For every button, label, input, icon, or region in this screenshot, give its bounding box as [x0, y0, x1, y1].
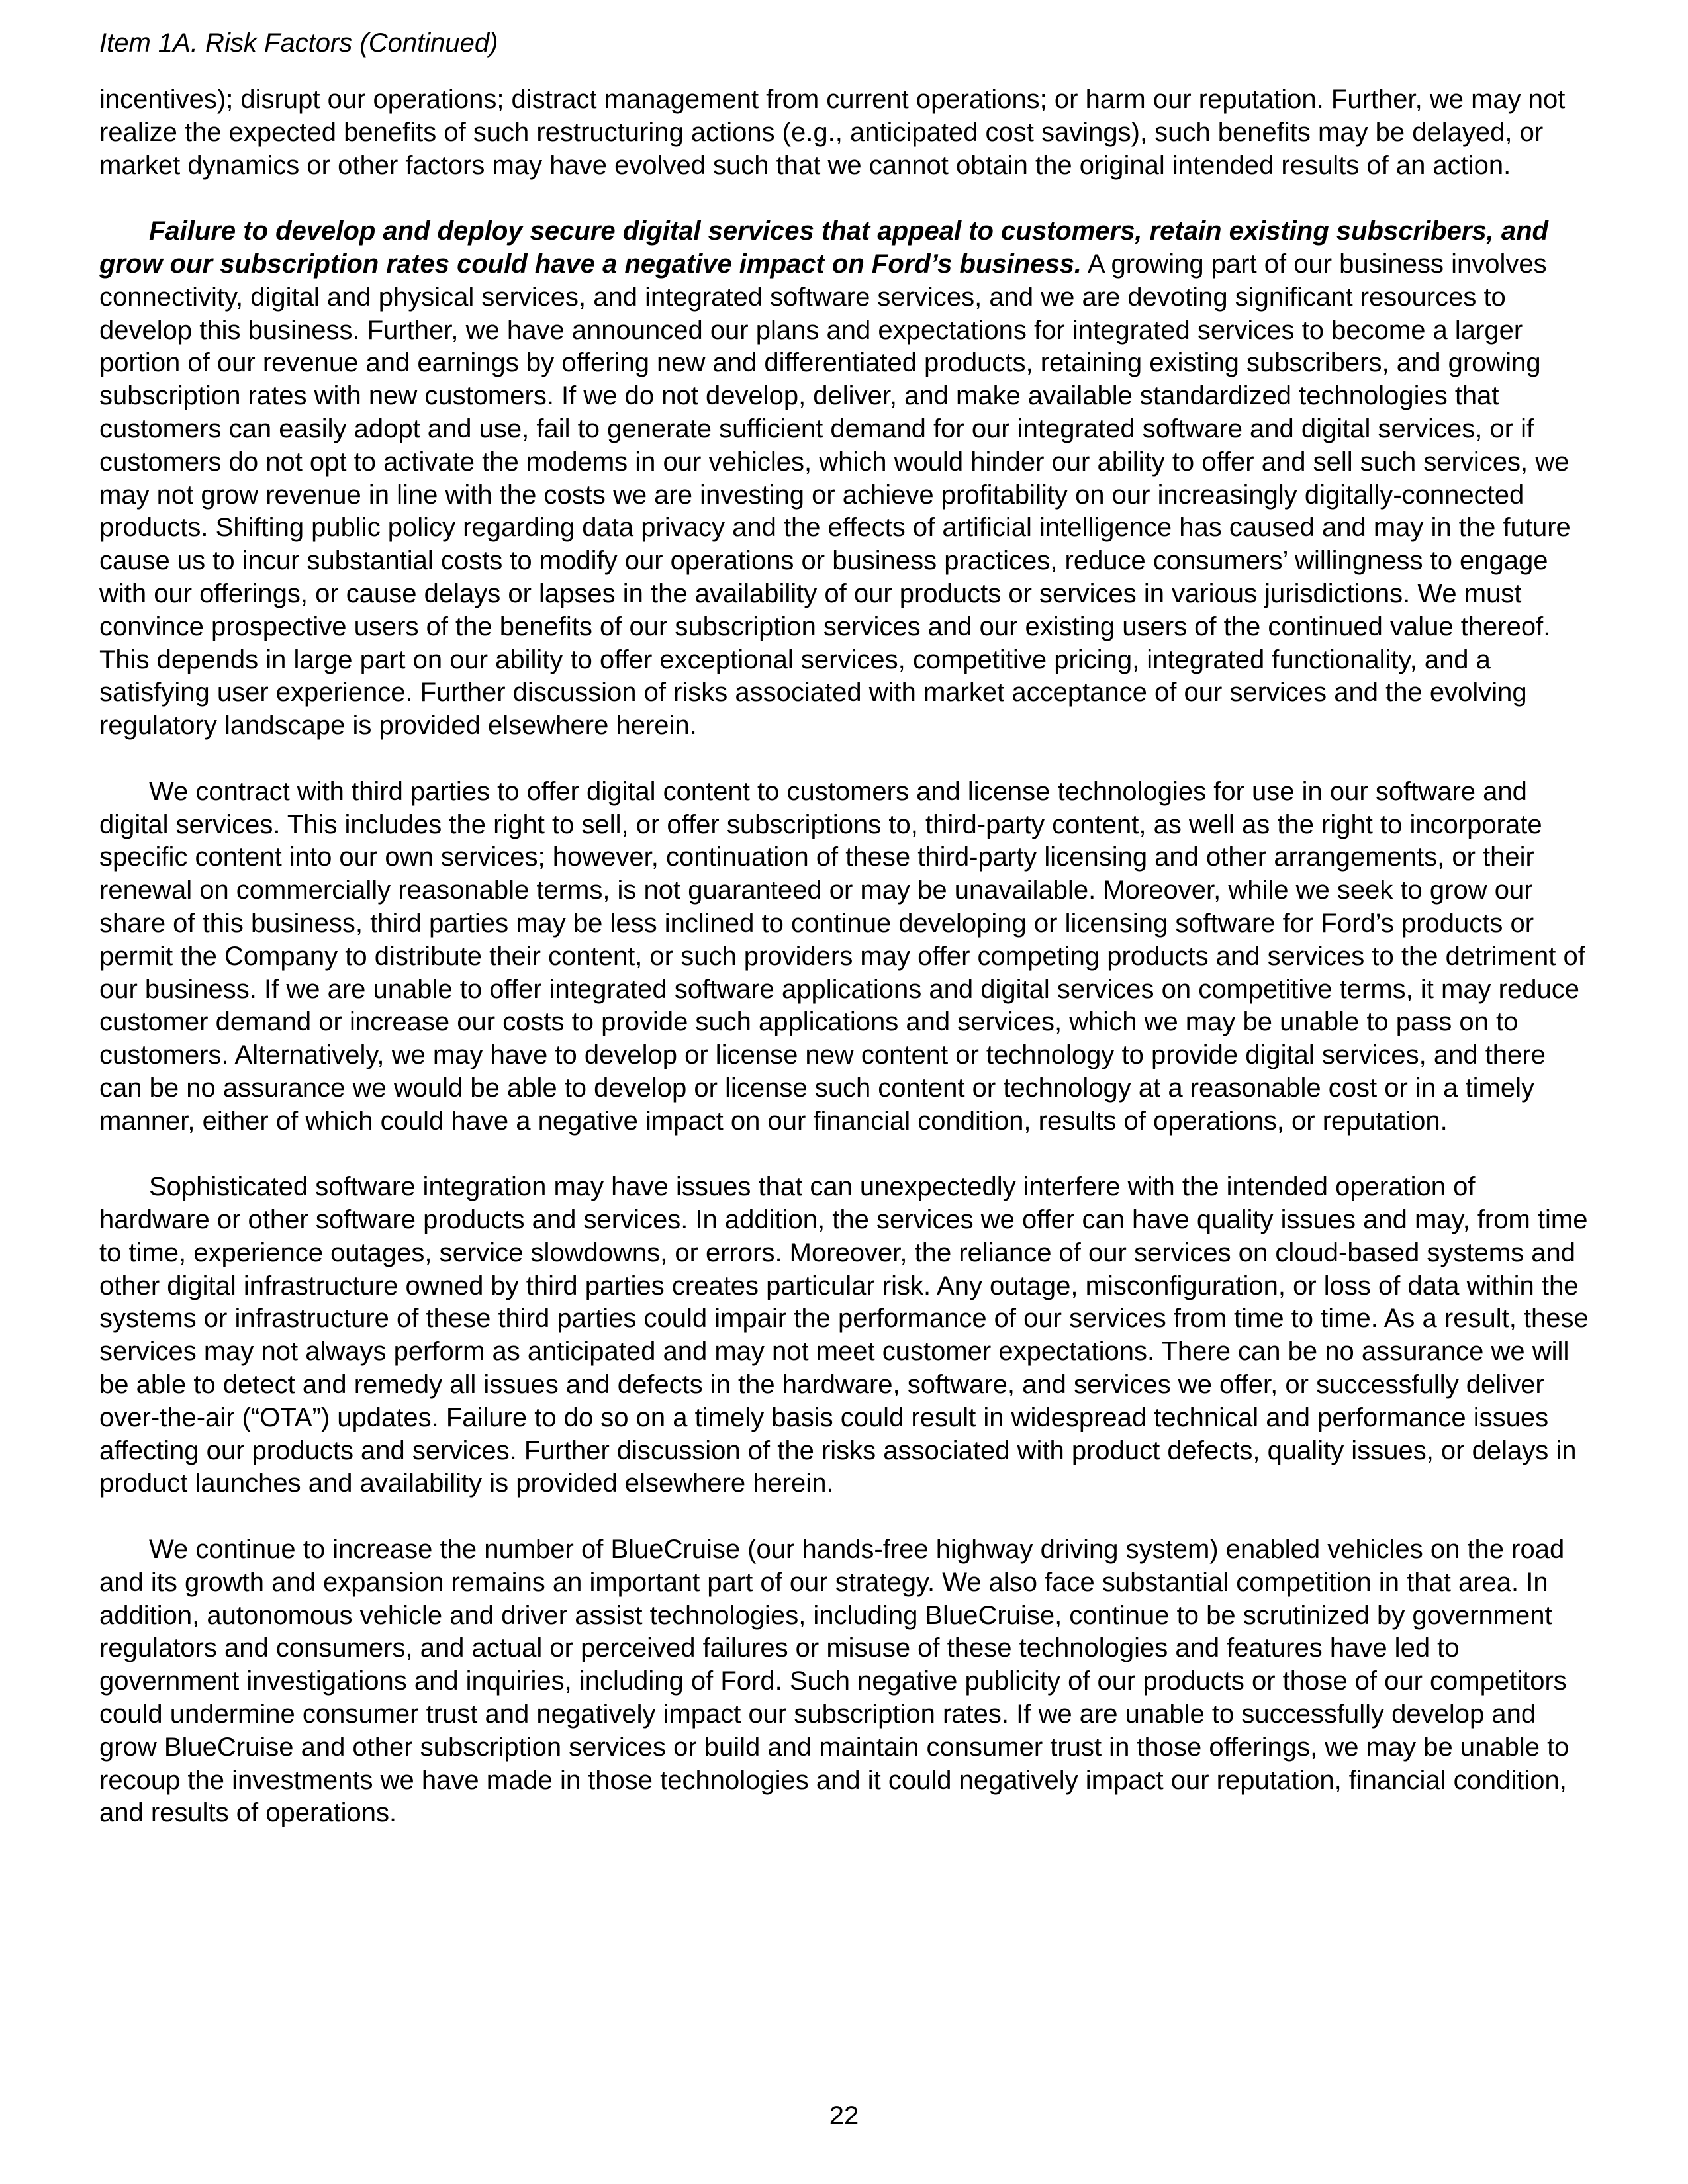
- paragraph-software-integration: Sophisticated software integration may have issues that can unexpectedly interfere with the intended operation of hardware or other software products and services. In addition, the services we offer can have quality issues and may, from time to time, experience outages, service slowdowns, or errors. Moreover, the reliance of our services on cloud-based systems and other digital infrastructure owned by third parties creates particular risk. Any outage, misconfiguration, or loss of data within the systems or infrastructure of these third parties could impair the performance of our services from time to time. As a result, these services may not always perform as anticipated and may not meet customer expectations. There can be no assurance we will be able to detect and remedy all issues and defects in the hardware, software, and services we offer, or successfully deliver over-the-air (“OTA”) updates. Failure to do so on a timely basis could result in widespread technical and performance issues affecting our products and services. Further discussion of the risks associated with product defects, quality issues, or delays in product launches and availability is provided elsewhere herein.: [99, 1172, 1589, 1498]
- paragraph-continued: incentives); disrupt our operations; distract management from current operations; or harm our reputation. Further, we may not realize the expected benefits of such restructuring actions (e.g., anticipated cost savings), such benefits may be delayed, or market dynamics or other factors may have evolved such that we cannot obtain the original intended results of an action.: [99, 85, 1566, 180]
- page-number: 22: [829, 2101, 859, 2130]
- paragraph-third-party-content: We contract with third parties to offer digital content to customers and license technologies for use in our software and digital services. This includes the right to sell, or offer subscriptions to, third-party content, as well as the right to incorporate specific content into our own services; however, continuation of these third-party licensing and other arrangements, or their renewal on commercially reasonable terms, is not guaranteed or may be unavailable. Moreover, while we seek to grow our share of this business, third parties may be less inclined to continue developing or licensing software for Ford’s products or permit the Company to distribute their content, or such providers may offer competing products and services to the detriment of our business. If we are unable to offer integrated software applications and digital services on competitive terms, it may reduce customer demand or increase our costs to provide such applications and services, which we may be unable to pass on to customers. Alternatively, we may have to develop or license new content or technology to provide digital services, and there can be no assurance we would be able to develop or license such content or technology at a reasonable cost or in a timely manner, either of which could have a negative impact on our financial condition, results of operations, or reputation.: [99, 776, 1585, 1136]
- risk-factor-heading: Failure to develop and deploy secure digital services that appeal to customers, retain existing subscribers, and grow our subscription rates could have a negative impact on Ford’s business.: [99, 216, 1548, 279]
- running-header: Item 1A. Risk Factors (Continued): [99, 28, 498, 58]
- paragraph-digital-services-risk: [99, 215, 1589, 743]
- paragraph-bluecruise: We continue to increase the number of BlueCruise (our hands-free highway driving system) enabled vehicles on the road and its growth and expansion remains an important part of our strategy. We also face substantial competition in that area. In addition, autonomous vehicle and driver assist technologies, including BlueCruise, continue to be scrutinized by government regulators and consumers, and actual or perceived failures or misuse of these technologies and features have led to government investigations and inquiries, including of Ford. Such negative publicity of our products or those of our competitors could undermine consumer trust and negatively impact our subscription rates. If we are unable to successfully develop and grow BlueCruise and other subscription services or build and maintain consumer trust in those offerings, we may be unable to recoup the investments we have made in those technologies and it could negatively impact our reputation, financial condition, and results of operations.: [99, 1535, 1570, 1828]
- risk-factor-body: A growing part of our business involves connectivity, digital and physical services, and integrated software services, and we are devoting significant resources to develop this business. Further, we have announced our plans and expectations for integrated services to become a larger portion of our revenue and earnings by offering new and differentiated products, retaining existing subscribers, and growing subscription rates with new customers. If we do not develop, deliver, and make available standardized technologies that customers can easily adopt and use, fail to generate sufficient demand for our integrated software and digital services, or if customers do not opt to activate the modems in our vehicles, which would hinder our ability to offer and sell such services, we may not grow revenue in line with the costs we are investing or achieve profitability on our increasingly digitally-connected products. Shifting public policy regarding data privacy and the effects of artificial intelligence has caused and may in the future cause us to incur substantial costs to modify our operations or business practices, reduce consumers’ willingness to engage with our offerings, or cause delays or lapses in the availability of our products or services in various jurisdictions. We must convince prospective users of the benefits of our subscription services and our existing users of the continued value thereof. This depends in large part on our ability to offer exceptional services, competitive pricing, integrated functionality, and a satisfying user experience. Further discussion of risks associated with market acceptance of our services and the evolving regulatory landscape is provided elsewhere herein.: [99, 249, 1571, 741]
- document-page: [99, 26, 1589, 1863]
